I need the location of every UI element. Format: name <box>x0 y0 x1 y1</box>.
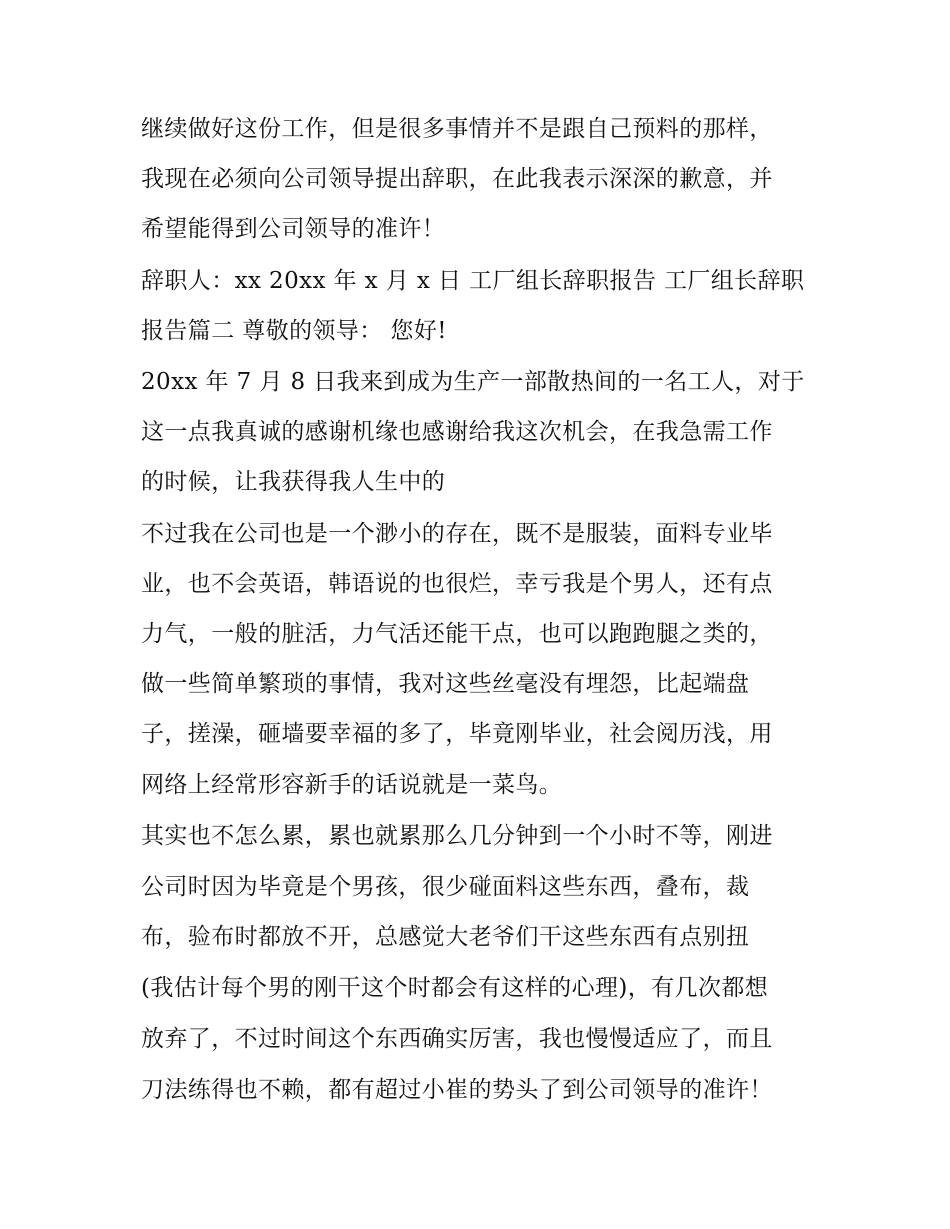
text-line: 布，验布时都放不开，总感觉大老爷们干这些东西有点别扭 <box>141 924 750 950</box>
text-line: 继续做好这份工作，但是很多事情并不是跟自己预料的那样， <box>141 116 773 142</box>
text-line: 20xx 年 7 月 8 日我来到成为生产一部散热间的一名工人，对于 <box>141 369 805 395</box>
text-line: 我现在必须向公司领导提出辞职，在此我表示深深的歉意，并 <box>141 166 773 192</box>
text-line: 子，搓澡，砸墙要幸福的多了，毕竟刚毕业，社会阅历浅，用 <box>141 721 773 747</box>
text-line: 网络上经常形容新手的话说就是一菜鸟。 <box>141 772 563 798</box>
text-line: 的时候，让我获得我人生中的 <box>141 469 446 495</box>
text-line: 放弃了，不过时间这个东西确实厉害，我也慢慢适应了，而且 <box>141 1026 773 1052</box>
text-line: 公司时因为毕竟是个男孩，很少碰面料这些东西，叠布，裁 <box>141 874 750 900</box>
text-line: 报告篇二 尊敬的领导： 您好! <box>141 318 447 344</box>
text-line: 其实也不怎么累，累也就累那么几分钟到一个小时不等，刚进 <box>141 823 773 849</box>
text-line: (我估计每个男的刚干这个时都会有这样的心理)，有几次都想 <box>141 975 769 1001</box>
text-line: 不过我在公司也是一个渺小的存在，既不是服装，面料专业毕 <box>141 521 773 547</box>
text-line: 业，也不会英语，韩语说的也很烂，幸亏我是个男人，还有点 <box>141 571 773 597</box>
text-line: 这一点我真诚的感谢机缘也感谢给我这次机会，在我急需工作 <box>141 419 773 445</box>
text-line: 做一些简单繁琐的事情，我对这些丝毫没有埋怨，比起端盘 <box>141 671 750 697</box>
text-line: 希望能得到公司领导的准许！ <box>141 216 446 242</box>
text-line: 辞职人：xx 20xx 年 x 月 x 日 工厂组长辞职报告 工厂组长辞职 <box>141 268 805 294</box>
text-line: 刀法练得也不赖，都有超过小崔的势头了到公司领导的准许！ <box>141 1077 773 1103</box>
text-line: 力气，一般的脏活，力气活还能干点，也可以跑跑腿之类的， <box>141 621 773 647</box>
